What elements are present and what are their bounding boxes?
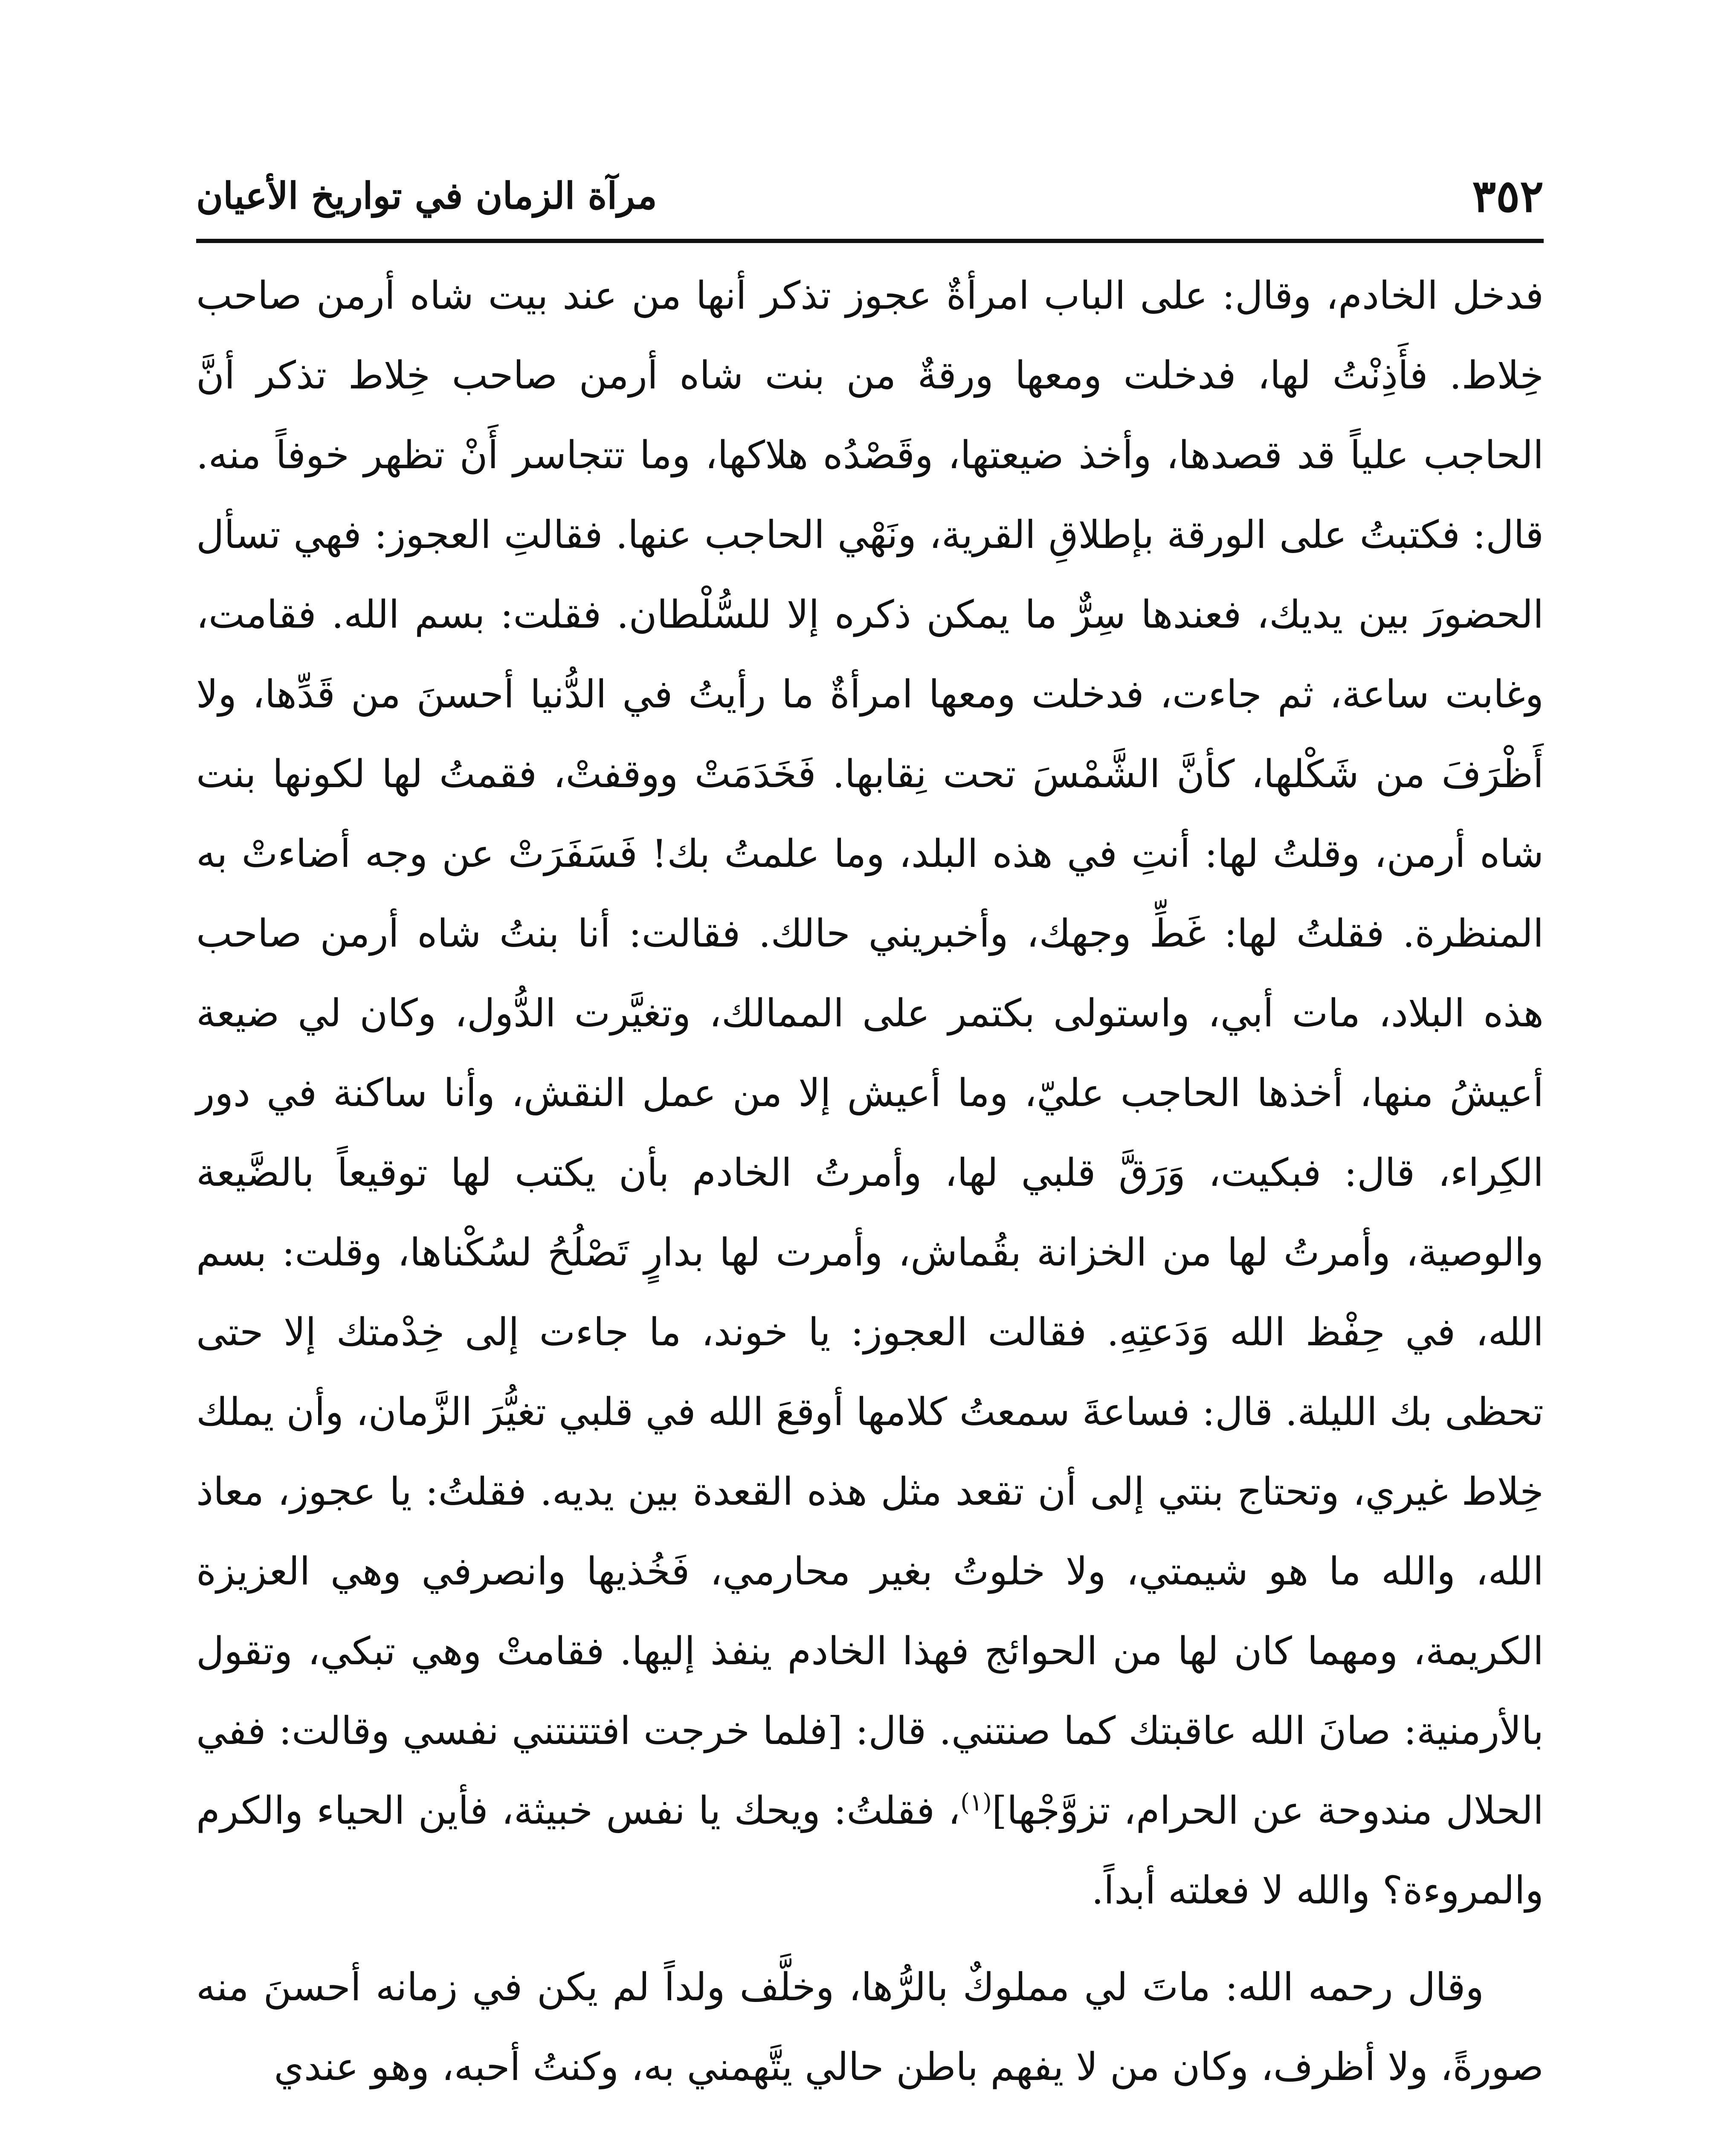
- paragraph-1-text-b: ، فقلتُ: ويحك يا نفس خبيثة، فأين الحياء والكرم والمروءة؟ والله لا فعلته أبداً.: [196, 1788, 1544, 1913]
- header-rule: [196, 239, 1544, 243]
- paragraph-1-text-a: فدخل الخادم، وقال: على الباب امرأةٌ عجوز تذكر أنها من عند بيت شاه أرمن صاحب خِلاط. فأَذِنْتُ لها، فدخلت ومعها ورقةٌ من بنت شاه أرمن صاحب خِلاط تذكر أنَّ الحاجب علياً قد قصدها، وأخذ ضيعتها، وقَصْدُه هلاكها، وما تتجاسر أَنْ تظهر خوفاً منه. قال: فكتبتُ على الورقة بإطلاقِ القرية، ونَهْي الحاجب عنها. فقالتِ العجوز: فهي تسأل الحضورَ بين يديك، فعندها سِرٌّ ما يمكن ذكره إلا للسُّلْطان. فقلت: بسم الله. فقامت، وغابت ساعة، ثم جاءت، فدخلت ومعها امرأةٌ ما رأيتُ في الدُّنيا أحسنَ من قَدِّها، ولا أَظْرَفَ من شَكْلها، كأنَّ الشَّمْسَ تحت نِقابها. فَخَدَمَتْ ووقفتْ، فقمتُ لها لكونها بنت شاه أرمن، وقلتُ لها: أنتِ في هذه البلد، وما علمتُ بك! فَسَفَرَتْ عن وجه أضاءتْ به المنظرة. فقلتُ لها: غَطِّ وجهك، وأخبريني حالك. فقالت: أنا بنتُ شاه أرمن صاحب هذه البلاد، مات أبي، واستولى بكتمر على الممالك، وتغيَّرت الدُّول، وكان لي ضيعة أعيشُ منها، أخذها الحاجب عليّ، وما أعيش إلا من عمل النقش، وأنا ساكنة في دور الكِراء، قال: فبكيت، وَرَقَّ قلبي لها، وأمرتُ الخادم بأن يكتب لها توقيعاً بالضَّيعة والوصية، وأمرتُ لها من الخزانة بقُماش، وأمرت لها بدارٍ تَصْلُحُ لسُكْناها، وقلت: بسم الله، في حِفْظ الله وَدَعتِهِ. فقالت العجوز: يا خوند، ما جاءت إلى خِدْمتك إلا حتى تحظى بك الليلة. قال: فساعةَ سمعتُ كلامها أوقعَ الله في قلبي تغيُّرَ الزَّمان، وأن يملك خِلاط غيري، وتحتاج بنتي إلى أن تقعد مثل هذه القعدة بين يديه. فقلتُ: يا عجوز، معاذ الله، والله ما هو شيمتي، ولا خلوتُ بغير محارمي، فَخُذيها وانصرفي وهي العزيزة الكريمة، ومهما كان لها من الحوائج فهذا الخادم ينفذ إليها. فقامتْ وهي تبكي، وتقول بالأرمنية: صانَ الله عاقبتك كما صنتني. قال: [فلما خرجت افتتنتني نفسي وقالت: ففي الحلال مندوحة عن الحرام، تزوَّجْها]: [196, 273, 1544, 1833]
- book-title: مرآة الزمان في تواريخ الأعيان: [196, 174, 657, 217]
- footnote-marker: (١): [960, 1789, 992, 1816]
- paragraph-2: وقال رحمه الله: ماتَ لي مملوكٌ بالرُّها، وخلَّف ولداً لم يكن في زمانه أحسنَ منه صورةً، ولا أظرف، وكان من لا يفهم باطن حالي يتَّهمني به، وكنتُ أحبه، وهو عندي: [196, 1965, 1544, 2089]
- main-text: [196, 256, 1544, 2107]
- running-header: [196, 162, 1544, 230]
- page-number: ٣٥٢: [1472, 170, 1544, 222]
- paragraph-1: [196, 256, 1544, 1930]
